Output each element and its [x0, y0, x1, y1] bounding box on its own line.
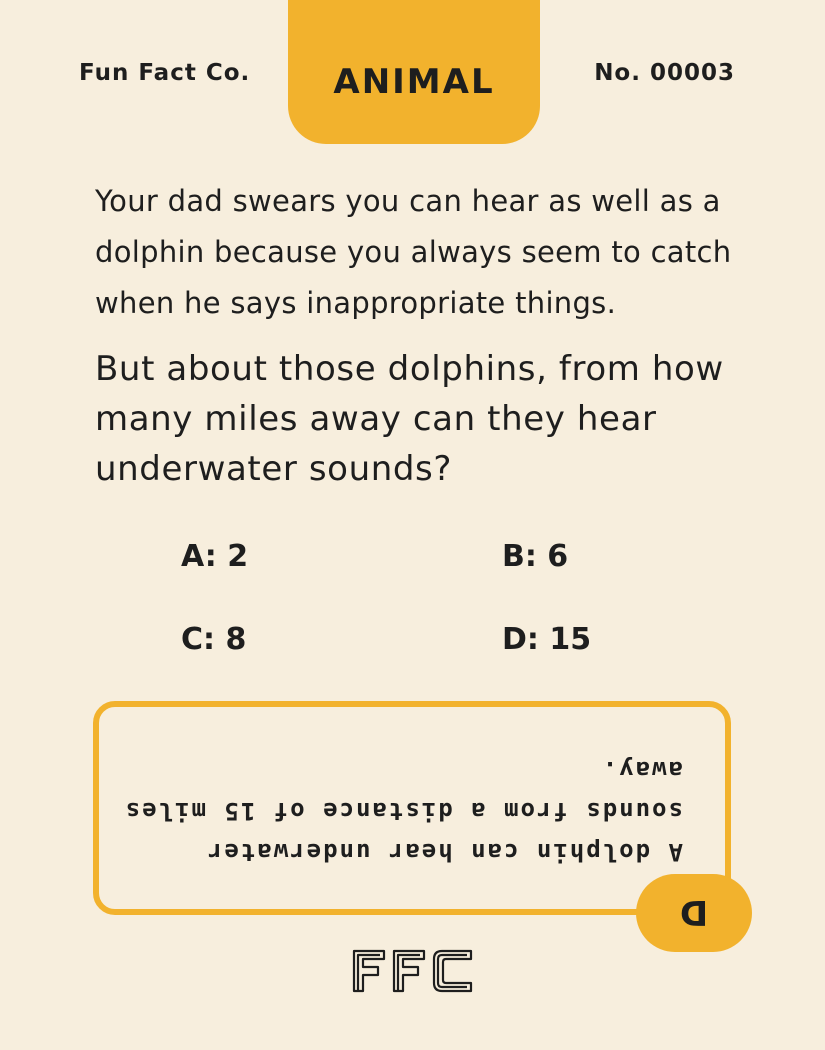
option-a: A: 2 — [181, 539, 249, 574]
category-tab — [288, 0, 540, 144]
option-c: C: 8 — [181, 622, 247, 657]
option-d: D: 15 — [502, 622, 592, 657]
answer-letter: D — [679, 892, 709, 932]
brand-name: Fun Fact Co. — [79, 60, 251, 86]
question-prompt: But about those dolphins, from how many miles away can they hear underwater sounds? — [95, 349, 724, 489]
answer-text: A dolphin can hear underwater sounds from a distance of 15 miles away. — [123, 756, 683, 866]
option-b: B: 6 — [502, 539, 569, 574]
card-number: No. 00003 — [594, 60, 735, 86]
question-intro: Your dad swears you can hear as well as a dolphin because you always seem to catch when he says inappropriate things. — [95, 184, 732, 320]
answer-badge — [636, 874, 752, 952]
ffc-logo — [350, 945, 475, 995]
category-label: ANIMAL — [333, 62, 495, 102]
